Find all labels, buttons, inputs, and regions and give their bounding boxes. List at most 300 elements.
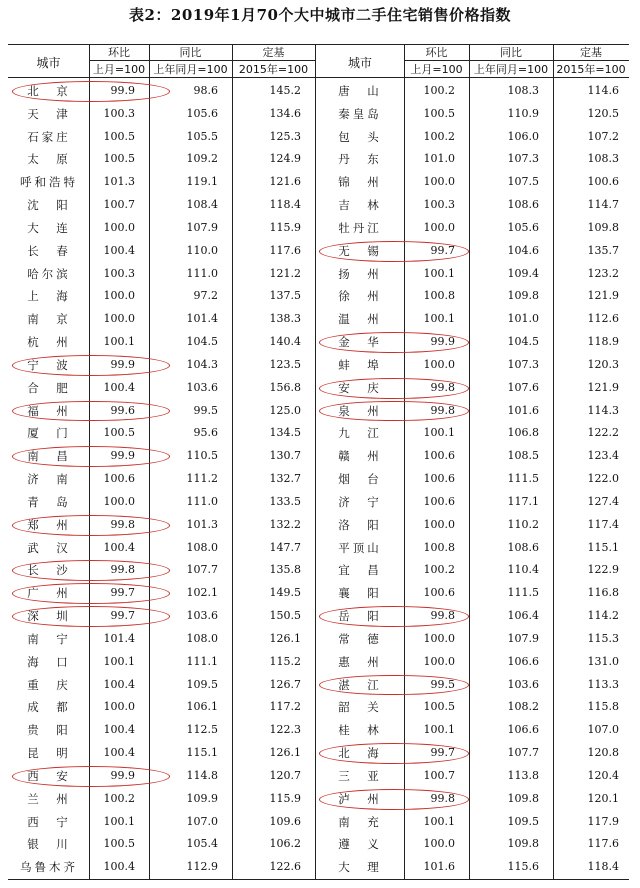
fixed-value: 147.7 bbox=[269, 540, 301, 554]
city-name: 南 宁 bbox=[27, 631, 71, 646]
city-name: 重 庆 bbox=[27, 677, 71, 692]
city-name: 赣 州 bbox=[338, 449, 382, 464]
header-fixed-base-right: 2015年=100 bbox=[556, 63, 626, 76]
mom-value: 99.8 bbox=[430, 403, 455, 417]
city-name: 哈尔滨 bbox=[27, 266, 71, 281]
mom-value: 100.4 bbox=[103, 860, 135, 874]
price-index-table bbox=[8, 44, 629, 880]
city-name: 杭 州 bbox=[27, 335, 71, 350]
fixed-value: 124.9 bbox=[269, 152, 301, 166]
yoy-value: 108.4 bbox=[186, 198, 218, 212]
mom-value: 100.6 bbox=[423, 586, 455, 600]
mom-value: 100.4 bbox=[103, 380, 135, 394]
yoy-value: 105.5 bbox=[186, 129, 218, 143]
yoy-value: 97.2 bbox=[193, 289, 218, 303]
yoy-value: 108.6 bbox=[507, 198, 539, 212]
yoy-value: 99.5 bbox=[193, 403, 218, 417]
city-name: 遵 义 bbox=[338, 837, 382, 852]
mom-value: 99.9 bbox=[110, 84, 135, 97]
fixed-value: 112.6 bbox=[587, 312, 619, 326]
city-name: 沈 阳 bbox=[27, 198, 71, 213]
mom-value: 100.0 bbox=[103, 220, 135, 234]
yoy-value: 117.1 bbox=[507, 494, 539, 508]
fixed-value: 108.3 bbox=[587, 152, 619, 166]
fixed-value: 117.2 bbox=[269, 700, 301, 714]
yoy-value: 119.1 bbox=[186, 175, 218, 189]
city-name: 乌鲁木齐 bbox=[20, 860, 78, 875]
city-name: 长 春 bbox=[27, 243, 71, 258]
mom-value: 100.2 bbox=[423, 563, 455, 577]
mom-value: 99.8 bbox=[110, 517, 135, 531]
yoy-value: 106.0 bbox=[507, 129, 539, 143]
yoy-value: 115.1 bbox=[186, 746, 218, 760]
mom-value: 100.1 bbox=[423, 723, 455, 737]
mom-value: 99.7 bbox=[110, 586, 135, 600]
fixed-value: 121.2 bbox=[269, 266, 301, 280]
yoy-value: 107.6 bbox=[507, 380, 539, 394]
city-name: 大 连 bbox=[27, 220, 71, 235]
mom-value: 100.0 bbox=[423, 517, 455, 531]
mom-value: 99.5 bbox=[430, 677, 455, 691]
city-name: 宁 波 bbox=[27, 357, 71, 372]
mom-value: 100.1 bbox=[423, 312, 455, 326]
fixed-value: 120.1 bbox=[587, 791, 619, 805]
yoy-value: 111.0 bbox=[186, 266, 218, 280]
header-mid-rule-left bbox=[89, 60, 315, 61]
city-name: 南 京 bbox=[27, 312, 71, 327]
fixed-value: 117.9 bbox=[587, 814, 619, 828]
city-name: 宜 昌 bbox=[338, 563, 382, 578]
city-name: 郑 州 bbox=[27, 517, 71, 532]
yoy-value: 109.5 bbox=[186, 677, 218, 691]
yoy-value: 109.9 bbox=[186, 791, 218, 805]
yoy-value: 108.5 bbox=[507, 449, 539, 463]
header-yoy-left: 同比 bbox=[179, 46, 202, 59]
header-yoy-base-right: 上年同月=100 bbox=[473, 63, 549, 76]
header-city-right: 城市 bbox=[347, 56, 372, 70]
city-name: 蚌 埠 bbox=[338, 357, 382, 372]
yoy-value: 112.5 bbox=[186, 723, 218, 737]
fixed-value: 126.7 bbox=[269, 677, 301, 691]
mom-value: 100.1 bbox=[103, 814, 135, 828]
fixed-value: 106.2 bbox=[269, 837, 301, 851]
mom-value: 100.3 bbox=[103, 266, 135, 280]
fixed-value: 131.0 bbox=[587, 654, 619, 668]
city-name: 兰 州 bbox=[27, 791, 71, 806]
fixed-value: 134.5 bbox=[269, 426, 301, 440]
table-top-rule bbox=[8, 44, 629, 45]
fixed-value: 113.3 bbox=[587, 677, 619, 691]
city-name: 合 肥 bbox=[27, 380, 71, 395]
fixed-value: 156.8 bbox=[269, 380, 301, 394]
mom-value: 100.5 bbox=[103, 426, 135, 440]
col-divider-4 bbox=[315, 44, 316, 880]
city-name: 平顶山 bbox=[338, 540, 382, 555]
fixed-value: 126.1 bbox=[269, 631, 301, 645]
mom-value: 100.6 bbox=[423, 449, 455, 463]
yoy-value: 107.7 bbox=[507, 746, 539, 760]
fixed-value: 115.9 bbox=[269, 220, 301, 234]
mom-value: 100.3 bbox=[103, 106, 135, 120]
city-name: 南 昌 bbox=[27, 449, 71, 464]
city-name: 包 头 bbox=[338, 129, 382, 144]
yoy-value: 107.3 bbox=[507, 357, 539, 371]
header-mom-right: 环比 bbox=[425, 46, 448, 59]
fixed-value: 115.8 bbox=[587, 700, 619, 714]
fixed-value: 107.2 bbox=[587, 129, 619, 143]
fixed-value: 123.2 bbox=[587, 266, 619, 280]
mom-value: 99.9 bbox=[110, 357, 135, 371]
fixed-value: 109.6 bbox=[269, 814, 301, 828]
yoy-value: 104.5 bbox=[507, 335, 539, 349]
yoy-value: 103.6 bbox=[507, 677, 539, 691]
city-name: 泸 州 bbox=[338, 791, 382, 806]
yoy-value: 110.2 bbox=[507, 517, 539, 531]
yoy-value: 110.0 bbox=[186, 243, 218, 257]
mom-value: 100.1 bbox=[103, 335, 135, 349]
city-name: 徐 州 bbox=[338, 289, 382, 304]
city-name: 北 京 bbox=[27, 84, 71, 98]
mom-value: 100.4 bbox=[103, 540, 135, 554]
col-divider-3 bbox=[232, 44, 233, 880]
header-fixed-left: 定基 bbox=[262, 46, 285, 59]
table-title: 表2：2019年1月70个大中城市二手住宅销售价格指数 bbox=[129, 6, 511, 24]
mom-value: 101.3 bbox=[103, 175, 135, 189]
fixed-value: 123.5 bbox=[269, 357, 301, 371]
yoy-value: 106.4 bbox=[507, 609, 539, 623]
city-name: 石家庄 bbox=[27, 129, 71, 144]
city-name: 济 南 bbox=[27, 472, 71, 487]
mom-value: 100.5 bbox=[103, 837, 135, 851]
city-name: 泉 州 bbox=[338, 403, 382, 418]
mom-value: 100.6 bbox=[423, 472, 455, 486]
mom-value: 100.5 bbox=[103, 152, 135, 166]
mom-value: 99.7 bbox=[110, 609, 135, 623]
city-name: 南 充 bbox=[338, 814, 382, 829]
col-divider-7 bbox=[553, 44, 554, 880]
mom-value: 100.0 bbox=[423, 175, 455, 189]
yoy-value: 111.2 bbox=[186, 472, 218, 486]
fixed-value: 114.2 bbox=[587, 609, 619, 623]
yoy-value: 105.6 bbox=[186, 106, 218, 120]
fixed-value: 122.0 bbox=[587, 472, 619, 486]
yoy-value: 106.1 bbox=[186, 700, 218, 714]
city-name: 北 海 bbox=[338, 746, 382, 761]
header-yoy-right: 同比 bbox=[500, 46, 522, 59]
fixed-value: 121.9 bbox=[587, 289, 619, 303]
city-name: 呼和浩特 bbox=[20, 175, 78, 190]
city-name: 九 江 bbox=[338, 426, 382, 441]
header-city-left: 城市 bbox=[36, 56, 61, 70]
fixed-value: 117.4 bbox=[587, 517, 619, 531]
header-mom-left: 环比 bbox=[108, 46, 130, 59]
mom-value: 99.8 bbox=[430, 609, 455, 623]
fixed-value: 140.4 bbox=[269, 335, 301, 349]
mom-value: 99.9 bbox=[110, 768, 135, 782]
yoy-value: 102.1 bbox=[186, 586, 218, 600]
mom-value: 99.9 bbox=[430, 335, 455, 349]
fixed-value: 115.2 bbox=[269, 654, 301, 668]
yoy-value: 110.4 bbox=[507, 563, 539, 577]
mom-value: 99.8 bbox=[430, 380, 455, 394]
mom-value: 100.0 bbox=[423, 837, 455, 851]
header-bottom-rule bbox=[8, 77, 629, 78]
fixed-value: 118.4 bbox=[587, 860, 619, 874]
mom-value: 99.7 bbox=[430, 243, 455, 257]
fixed-value: 126.1 bbox=[269, 746, 301, 760]
yoy-value: 108.3 bbox=[507, 84, 539, 97]
mom-value: 100.0 bbox=[423, 654, 455, 668]
yoy-value: 107.7 bbox=[186, 563, 218, 577]
fixed-value: 137.5 bbox=[269, 289, 301, 303]
header-mid-rule-right bbox=[404, 60, 629, 61]
fixed-value: 116.8 bbox=[587, 586, 619, 600]
city-name: 厦 门 bbox=[27, 426, 71, 441]
fixed-value: 114.3 bbox=[587, 403, 619, 417]
mom-value: 99.6 bbox=[110, 403, 135, 417]
fixed-value: 118.4 bbox=[269, 198, 301, 212]
fixed-value: 115.1 bbox=[587, 540, 619, 554]
yoy-value: 110.5 bbox=[186, 449, 218, 463]
city-name: 昆 明 bbox=[27, 746, 71, 761]
yoy-value: 111.5 bbox=[507, 472, 539, 486]
yoy-value: 103.6 bbox=[186, 380, 218, 394]
mom-value: 100.2 bbox=[103, 791, 135, 805]
city-name: 太 原 bbox=[27, 152, 71, 167]
city-name: 无 锡 bbox=[338, 243, 382, 258]
yoy-value: 111.5 bbox=[507, 586, 539, 600]
mom-value: 100.3 bbox=[423, 198, 455, 212]
city-name: 福 州 bbox=[27, 403, 71, 418]
mom-value: 100.6 bbox=[103, 472, 135, 486]
fixed-value: 123.4 bbox=[587, 449, 619, 463]
city-name: 丹 东 bbox=[338, 152, 382, 167]
yoy-value: 111.1 bbox=[186, 654, 218, 668]
fixed-value: 120.4 bbox=[587, 768, 619, 782]
yoy-value: 101.0 bbox=[507, 312, 539, 326]
fixed-value: 133.5 bbox=[269, 494, 301, 508]
yoy-value: 111.0 bbox=[186, 494, 218, 508]
fixed-value: 134.6 bbox=[269, 106, 301, 120]
fixed-value: 115.3 bbox=[587, 631, 619, 645]
mom-value: 100.2 bbox=[423, 129, 455, 143]
yoy-value: 107.3 bbox=[507, 152, 539, 166]
fixed-value: 114.6 bbox=[587, 84, 619, 97]
fixed-value: 150.5 bbox=[269, 609, 301, 623]
mom-value: 100.1 bbox=[423, 266, 455, 280]
city-name: 天 津 bbox=[27, 106, 71, 121]
city-name: 济 宁 bbox=[338, 494, 382, 509]
yoy-value: 105.4 bbox=[186, 837, 218, 851]
yoy-value: 107.9 bbox=[507, 631, 539, 645]
fixed-value: 118.9 bbox=[587, 335, 619, 349]
yoy-value: 95.6 bbox=[193, 426, 218, 440]
fixed-value: 100.6 bbox=[587, 175, 619, 189]
mom-value: 101.0 bbox=[423, 152, 455, 166]
fixed-value: 120.7 bbox=[269, 768, 301, 782]
fixed-value: 114.7 bbox=[587, 198, 619, 212]
yoy-value: 104.3 bbox=[186, 357, 218, 371]
mom-value: 100.0 bbox=[423, 357, 455, 371]
yoy-value: 106.6 bbox=[507, 654, 539, 668]
city-name: 温 州 bbox=[338, 312, 382, 327]
yoy-value: 109.2 bbox=[186, 152, 218, 166]
city-name: 三 亚 bbox=[338, 768, 382, 783]
yoy-value: 108.2 bbox=[507, 700, 539, 714]
mom-value: 100.5 bbox=[423, 106, 455, 120]
fixed-value: 130.7 bbox=[269, 449, 301, 463]
yoy-value: 114.8 bbox=[186, 768, 218, 782]
city-name: 金 华 bbox=[338, 335, 382, 350]
yoy-value: 108.0 bbox=[186, 540, 218, 554]
mom-value: 100.0 bbox=[423, 631, 455, 645]
city-name: 成 都 bbox=[27, 700, 71, 715]
city-name: 西 安 bbox=[27, 768, 71, 783]
mom-value: 100.5 bbox=[103, 129, 135, 143]
mom-value: 100.0 bbox=[103, 289, 135, 303]
yoy-value: 101.4 bbox=[186, 312, 218, 326]
city-name: 武 汉 bbox=[27, 540, 71, 555]
header-mom-base-left: 上月=100 bbox=[92, 63, 146, 76]
yoy-value: 108.0 bbox=[186, 631, 218, 645]
fixed-value: 117.6 bbox=[587, 837, 619, 851]
header-fixed-right: 定基 bbox=[580, 46, 602, 59]
fixed-value: 122.3 bbox=[269, 723, 301, 737]
header-fixed-base-left: 2015年=100 bbox=[238, 63, 309, 76]
mom-value: 99.8 bbox=[430, 791, 455, 805]
mom-value: 99.8 bbox=[110, 563, 135, 577]
fixed-value: 132.7 bbox=[269, 472, 301, 486]
city-name: 烟 台 bbox=[338, 472, 382, 487]
mom-value: 100.8 bbox=[423, 540, 455, 554]
mom-value: 99.7 bbox=[430, 746, 455, 760]
mom-value: 100.4 bbox=[103, 677, 135, 691]
mom-value: 100.7 bbox=[423, 768, 455, 782]
fixed-value: 135.7 bbox=[587, 243, 619, 257]
mom-value: 100.4 bbox=[103, 746, 135, 760]
city-name: 安 庆 bbox=[338, 380, 382, 395]
city-name: 长 沙 bbox=[27, 563, 71, 578]
fixed-value: 107.0 bbox=[587, 723, 619, 737]
yoy-value: 109.5 bbox=[507, 814, 539, 828]
city-name: 常 德 bbox=[338, 631, 382, 646]
city-name: 大 理 bbox=[338, 860, 382, 875]
mom-value: 100.0 bbox=[423, 220, 455, 234]
yoy-value: 107.9 bbox=[186, 220, 218, 234]
table-bottom-rule bbox=[8, 879, 629, 880]
mom-value: 100.2 bbox=[423, 84, 455, 97]
fixed-value: 117.6 bbox=[269, 243, 301, 257]
city-name: 吉 林 bbox=[338, 198, 382, 213]
city-name: 岳 阳 bbox=[338, 609, 382, 624]
mom-value: 100.1 bbox=[423, 426, 455, 440]
fixed-value: 115.9 bbox=[269, 791, 301, 805]
fixed-value: 125.3 bbox=[269, 129, 301, 143]
city-name: 西 宁 bbox=[27, 814, 71, 829]
city-name: 银 川 bbox=[27, 837, 71, 852]
mom-value: 100.0 bbox=[103, 494, 135, 508]
city-name: 襄 阳 bbox=[338, 586, 382, 601]
mom-value: 100.8 bbox=[423, 289, 455, 303]
mom-value: 101.4 bbox=[103, 631, 135, 645]
fixed-value: 122.9 bbox=[587, 563, 619, 577]
yoy-value: 109.8 bbox=[507, 289, 539, 303]
mom-value: 100.1 bbox=[103, 654, 135, 668]
city-name: 深 圳 bbox=[27, 609, 71, 624]
city-name: 桂 林 bbox=[338, 723, 382, 738]
yoy-value: 98.6 bbox=[193, 84, 218, 97]
mom-value: 100.4 bbox=[103, 723, 135, 737]
col-divider-6 bbox=[469, 44, 470, 880]
city-name: 广 州 bbox=[27, 586, 71, 601]
yoy-value: 104.5 bbox=[186, 335, 218, 349]
mom-value: 100.0 bbox=[103, 700, 135, 714]
yoy-value: 101.6 bbox=[507, 403, 539, 417]
fixed-value: 135.8 bbox=[269, 563, 301, 577]
fixed-value: 132.2 bbox=[269, 517, 301, 531]
fixed-value: 120.5 bbox=[587, 106, 619, 120]
yoy-value: 106.8 bbox=[507, 426, 539, 440]
mom-value: 100.6 bbox=[423, 494, 455, 508]
city-name: 韶 关 bbox=[338, 700, 382, 715]
city-name: 湛 江 bbox=[338, 677, 382, 692]
fixed-value: 122.6 bbox=[269, 860, 301, 874]
mom-value: 101.6 bbox=[423, 860, 455, 874]
header-mom-base-right: 上月=100 bbox=[410, 63, 463, 76]
city-name: 惠 州 bbox=[338, 654, 382, 669]
fixed-value: 121.6 bbox=[269, 175, 301, 189]
col-divider-2 bbox=[149, 44, 150, 880]
yoy-value: 108.6 bbox=[507, 540, 539, 554]
yoy-value: 104.6 bbox=[507, 243, 539, 257]
yoy-value: 105.6 bbox=[507, 220, 539, 234]
yoy-value: 110.9 bbox=[507, 106, 539, 120]
city-name: 锦 州 bbox=[338, 175, 382, 190]
mom-value: 99.9 bbox=[110, 449, 135, 463]
mom-value: 100.1 bbox=[423, 814, 455, 828]
yoy-value: 112.9 bbox=[186, 860, 218, 874]
fixed-value: 138.3 bbox=[269, 312, 301, 326]
fixed-value: 145.2 bbox=[269, 84, 301, 97]
mom-value: 100.7 bbox=[103, 198, 135, 212]
fixed-value: 127.4 bbox=[587, 494, 619, 508]
mom-value: 100.4 bbox=[103, 243, 135, 257]
city-name: 洛 阳 bbox=[338, 517, 382, 532]
city-name: 唐 山 bbox=[338, 84, 382, 98]
city-name: 青 岛 bbox=[27, 494, 71, 509]
city-name: 牡丹江 bbox=[338, 220, 382, 235]
yoy-value: 106.6 bbox=[507, 723, 539, 737]
city-name: 贵 阳 bbox=[27, 723, 71, 738]
city-name: 海 口 bbox=[27, 654, 71, 669]
yoy-value: 109.8 bbox=[507, 791, 539, 805]
yoy-value: 101.3 bbox=[186, 517, 218, 531]
mom-value: 100.0 bbox=[103, 312, 135, 326]
yoy-value: 107.5 bbox=[507, 175, 539, 189]
mom-value: 100.5 bbox=[423, 700, 455, 714]
header-yoy-base-left: 上年同月=100 bbox=[153, 63, 228, 76]
city-name: 扬 州 bbox=[338, 266, 382, 281]
fixed-value: 125.0 bbox=[269, 403, 301, 417]
fixed-value: 121.9 bbox=[587, 380, 619, 394]
yoy-value: 109.4 bbox=[507, 266, 539, 280]
yoy-value: 115.6 bbox=[507, 860, 539, 874]
fixed-value: 109.8 bbox=[587, 220, 619, 234]
yoy-value: 107.0 bbox=[186, 814, 218, 828]
city-name: 秦皇岛 bbox=[338, 106, 382, 121]
fixed-value: 149.5 bbox=[269, 586, 301, 600]
fixed-value: 120.3 bbox=[587, 357, 619, 371]
